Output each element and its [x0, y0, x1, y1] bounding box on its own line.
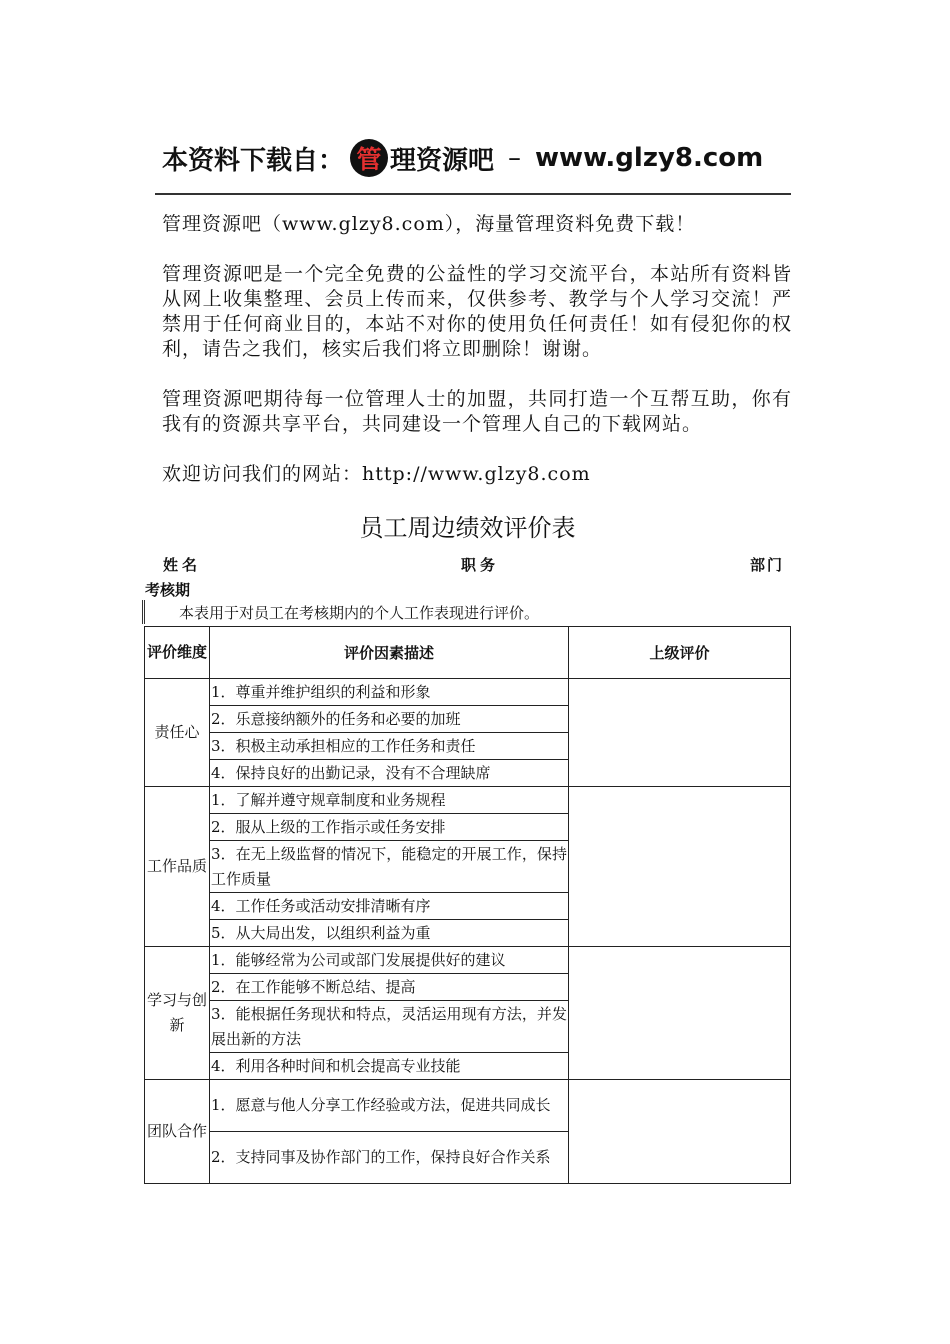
name-label: 姓名 [163, 556, 202, 574]
header-description: 评价因素描述 [210, 627, 569, 679]
intro-paragraph-2: 管理资源吧是一个完全免费的公益性的学习交流平台，本站所有资料皆从网上收集整理、会员上传而来，仅供参考、教学与个人学习交流！严禁用于任何商业目的，本站不对你的使用负任何责任！如有侵犯你的权利，请告之我们，核实后我们将立即删除！谢谢。 [162, 263, 792, 360]
rating-cell-learning-innovation[interactable] [569, 947, 791, 1080]
factor-item: 5．从大局出发，以组织利益为重 [210, 920, 569, 947]
factor-item: 2．支持同事及协作部门的工作，保持良好合作关系 [210, 1132, 569, 1184]
form-title: 员工周边绩效评价表 [359, 514, 576, 542]
table-row [145, 1080, 791, 1132]
dimension-responsibility: 责任心 [145, 679, 210, 787]
factor-item: 2．乐意接纳额外的任务和必要的加班 [210, 706, 569, 733]
dimension-learning-innovation: 学习与创新 [145, 947, 210, 1080]
evaluation-table [144, 626, 791, 1184]
factor-item: 2．服从上级的工作指示或任务安排 [210, 814, 569, 841]
banner-dash: – [508, 143, 522, 173]
factor-item: 3．在无上级监督的情况下，能稳定的开展工作，保持工作质量 [210, 841, 569, 893]
form-note: 本表用于对员工在考核期内的个人工作表现进行评价。 [142, 600, 819, 624]
factor-item: 3．积极主动承担相应的工作任务和责任 [210, 733, 569, 760]
table-row [145, 787, 791, 814]
period-label: 考核期 [145, 581, 191, 599]
intro-paragraph-4: 欢迎访问我们的网站：http://www.glzy8.com [162, 463, 591, 485]
rating-cell-work-quality[interactable] [569, 787, 791, 947]
factor-item: 2．在工作能够不断总结、提高 [210, 974, 569, 1001]
table-header-row [145, 627, 791, 679]
factor-item: 1．能够经常为公司或部门发展提供好的建议 [210, 947, 569, 974]
site-logo-icon: 管 [350, 139, 388, 177]
banner-prefix: 本资料下载自： [162, 145, 345, 176]
table-row [145, 947, 791, 974]
factor-item: 4．利用各种时间和机会提高专业技能 [210, 1053, 569, 1080]
factor-item: 1．愿意与他人分享工作经验或方法，促进共同成长 [210, 1080, 569, 1132]
rating-cell-teamwork[interactable] [569, 1080, 791, 1184]
position-label: 职务 [461, 556, 500, 574]
factor-item: 4．保持良好的出勤记录，没有不合理缺席 [210, 760, 569, 787]
header-dimension: 评价维度 [145, 627, 210, 679]
download-banner [162, 136, 792, 180]
factor-item: 4．工作任务或活动安排清晰有序 [210, 893, 569, 920]
dimension-work-quality: 工作品质 [145, 787, 210, 947]
factor-item: 1．了解并遵守规章制度和业务规程 [210, 787, 569, 814]
header-rating: 上级评价 [569, 627, 791, 679]
table-row [145, 679, 791, 706]
rating-cell-responsibility[interactable] [569, 679, 791, 787]
intro-paragraph-3: 管理资源吧期待每一位管理人士的加盟，共同打造一个互帮互助，你有我有的资源共享平台，共同建设一个管理人自己的下载网站。 [162, 388, 792, 435]
dimension-teamwork: 团队合作 [145, 1080, 210, 1184]
factor-item: 1．尊重并维护组织的利益和形象 [210, 679, 569, 706]
banner-divider [155, 193, 791, 195]
banner-url[interactable]: www.glzy8.com [535, 143, 764, 173]
factor-item: 3．能根据任务现状和特点，灵活运用现有方法，并发展出新的方法 [210, 1001, 569, 1053]
department-label: 部门 [750, 556, 785, 574]
intro-paragraph-1: 管理资源吧（www.glzy8.com），海量管理资料免费下载！ [162, 213, 696, 235]
banner-site-name: 理资源吧 [390, 145, 495, 176]
